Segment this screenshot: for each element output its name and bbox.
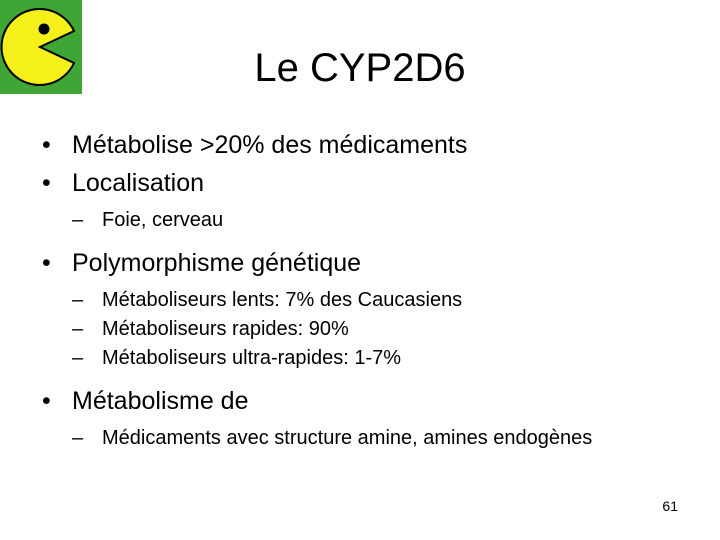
dash-mark: – — [72, 427, 84, 449]
sub-item — [42, 206, 682, 235]
bullet-item — [42, 382, 682, 420]
sub-item-text: Médicaments avec structure amine, amines endogènes — [102, 427, 593, 449]
dash-mark: – — [72, 209, 84, 231]
bullet-item — [42, 164, 682, 202]
sub-item-text: Foie, cerveau — [102, 209, 224, 231]
bullet-item — [42, 126, 682, 164]
bullet-text: Métabolise >20% des médicaments — [72, 131, 468, 159]
sub-item-text: Métaboliseurs ultra-rapides: 1-7% — [102, 347, 402, 369]
page-number: 61 — [662, 498, 678, 514]
bullet-mark: • — [42, 387, 51, 415]
dash-mark: – — [72, 347, 84, 369]
sub-item — [42, 424, 602, 453]
sub-item — [42, 344, 682, 373]
dash-mark: – — [72, 289, 84, 311]
bullet-text: Localisation — [72, 169, 205, 197]
bullet-text: Polymorphisme génétique — [72, 249, 362, 277]
sub-item-text: Métaboliseurs rapides: 90% — [102, 318, 349, 340]
bullet-text: Métabolisme de — [72, 387, 249, 415]
bullet-mark: • — [42, 249, 51, 277]
sub-item — [42, 286, 682, 315]
slide-title: Le CYP2D6 — [254, 46, 466, 90]
bullet-mark: • — [42, 131, 51, 159]
dash-mark: – — [72, 318, 84, 340]
bullet-mark: • — [42, 169, 51, 197]
slide-content — [42, 126, 682, 453]
sub-item-text: Métaboliseurs lents: 7% des Caucasiens — [102, 289, 463, 311]
sub-item — [42, 315, 682, 344]
bullet-item — [42, 244, 682, 282]
